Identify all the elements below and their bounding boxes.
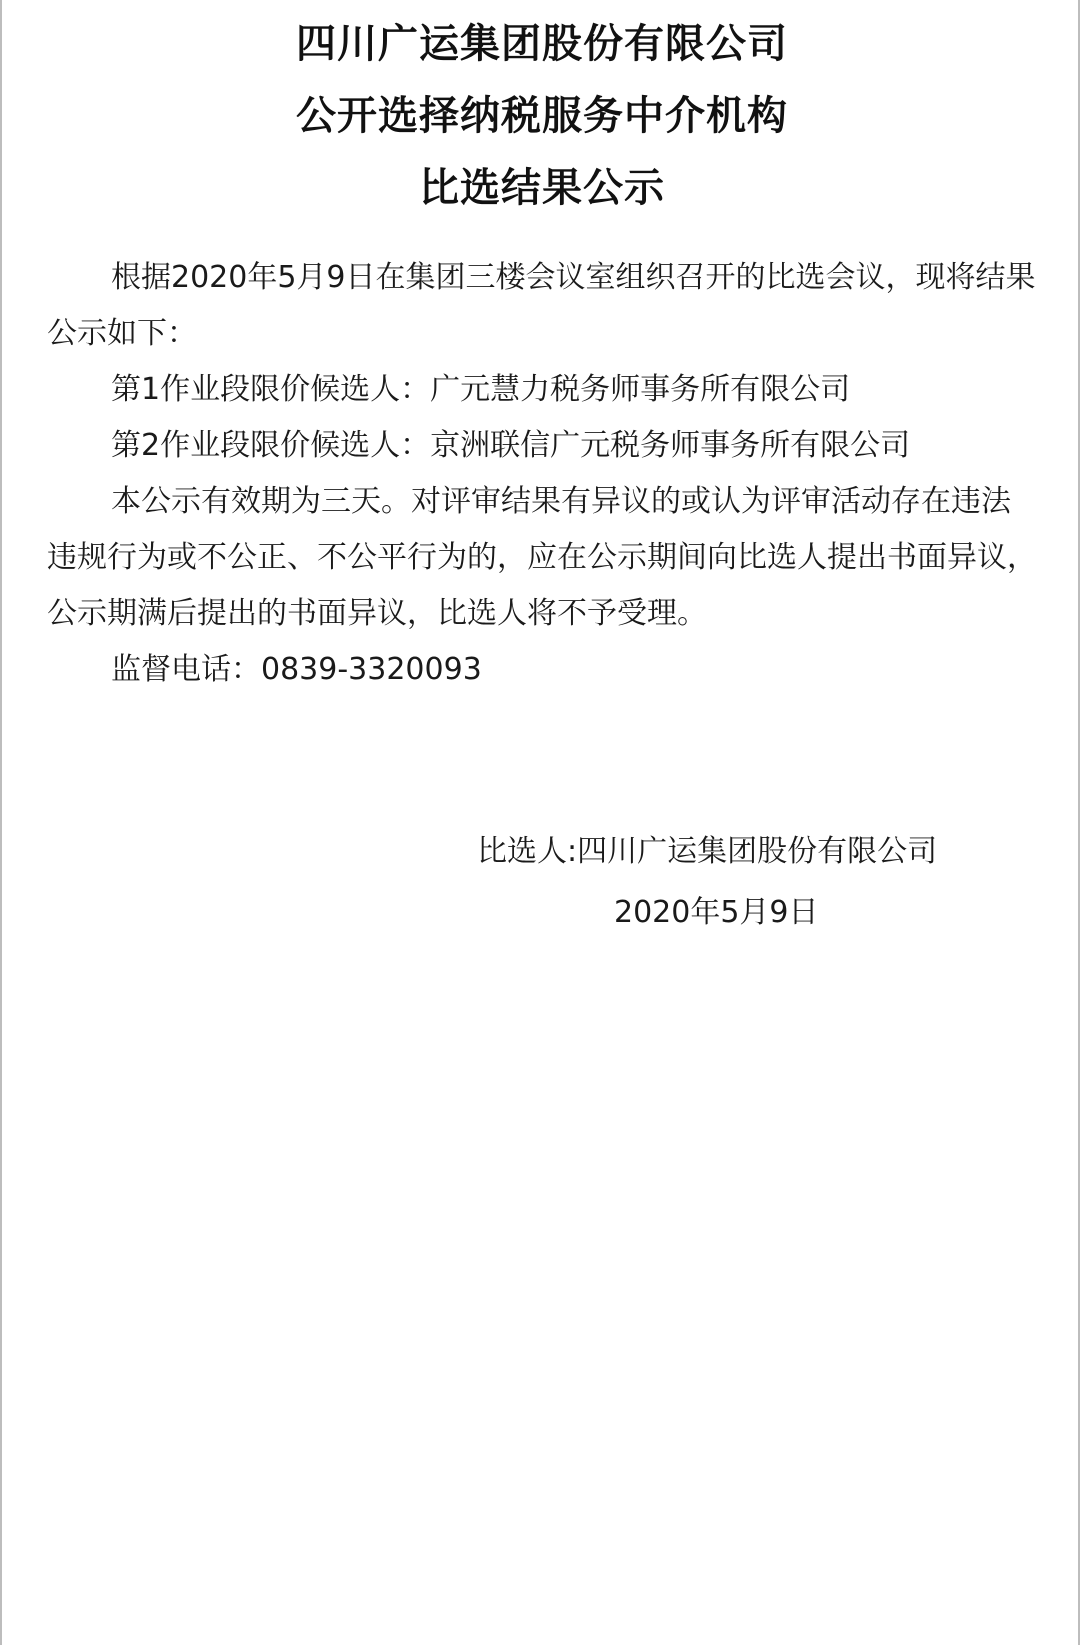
paragraph-candidate-1: 第1作业段限价候选人：广元慧力税务师事务所有限公司: [111, 372, 851, 407]
paragraph-intro: 根据2020年5月9日在集团三楼会议室组织召开的比选会议，现将结果公示如下：: [47, 260, 1036, 351]
document-title: [2, 8, 1080, 224]
title-line-company: 四川广运集团股份有限公司: [296, 21, 788, 67]
paragraph-validity: 本公示有效期为三天。对评审结果有异议的或认为评审活动存在违法违规行为或不公正、不公平行为的，应在公示期间向比选人提出书面异议，公示期满后提出的书面异议，比选人将不予受理。: [47, 484, 1037, 631]
signature-date: 2020年5月9日: [614, 895, 819, 930]
title-line-subject: 公开选择纳税服务中介机构: [296, 93, 788, 139]
paragraph-phone: 监督电话：0839-3320093: [111, 652, 482, 687]
paragraph-candidate-2: 第2作业段限价候选人：京洲联信广元税务师事务所有限公司: [111, 428, 911, 463]
document-body: [47, 250, 1037, 698]
signature-name: 比选人:四川广运集团股份有限公司: [477, 834, 938, 869]
title-line-result: 比选结果公示: [419, 165, 665, 211]
